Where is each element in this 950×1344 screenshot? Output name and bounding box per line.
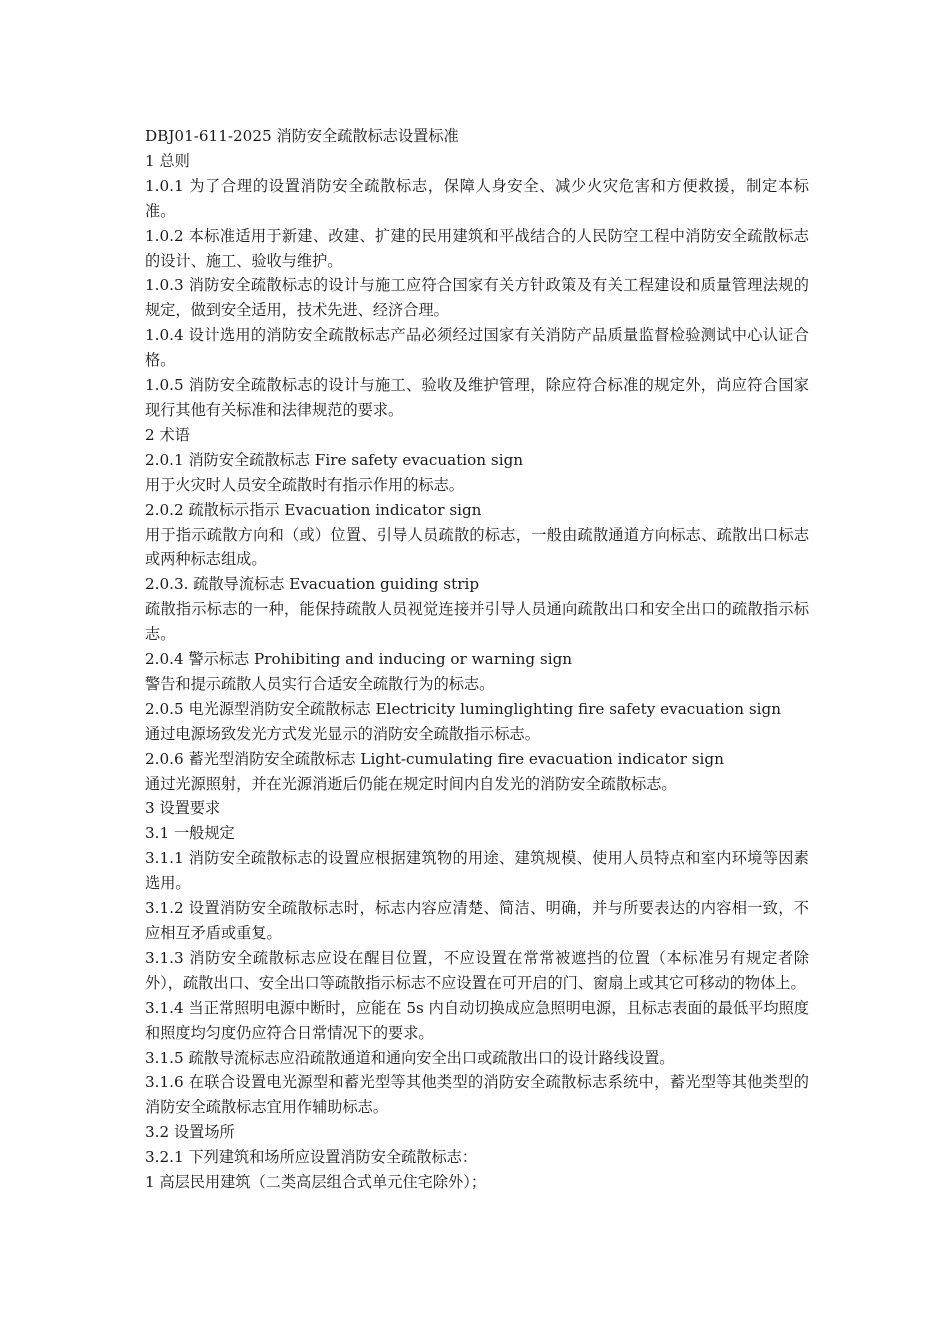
document-body — [145, 124, 809, 1195]
term-heading: 2.0.3. 疏散导流标志 Evacuation guiding strip — [145, 575, 480, 594]
clause-paragraph: 1.0.4 设计选用的消防安全疏散标志产品必须经过国家有关消防产品质量监督检验测试中心认证合格。 — [145, 326, 809, 370]
clause-paragraph: 1.0.2 本标准适用于新建、改建、扩建的民用建筑和平战结合的人民防空工程中消防安全疏散标志的设计、施工、验收与维护。 — [145, 226, 809, 270]
term-definition: 通过电源场致发光方式发光显示的消防安全疏散指示标志。 — [145, 724, 540, 743]
term-definition: 警告和提示疏散人员实行合适安全疏散行为的标志。 — [145, 674, 495, 693]
section-heading: 2 术语 — [145, 425, 190, 444]
term-definition: 用于火灾时人员安全疏散时有指示作用的标志。 — [145, 475, 464, 494]
term-definition: 用于指示疏散方向和（或）位置、引导人员疏散的标志，一般由疏散通道方向标志、疏散出口标志或两种标志组成。 — [145, 525, 809, 569]
term-heading: 2.0.1 消防安全疏散标志 Fire safety evacuation sign — [145, 450, 524, 469]
term-definition: 通过光源照射，并在光源消逝后仍能在规定时间内自发光的消防安全疏散标志。 — [145, 774, 677, 793]
section-heading: 3 设置要求 — [145, 799, 221, 818]
subsection-heading: 3.1 一般规定 — [145, 824, 235, 843]
term-definition: 疏散指示标志的一种，能保持疏散人员视觉连接并引导人员通向疏散出口和安全出口的疏散指示标志。 — [145, 600, 809, 644]
document-title: DBJ01-611-2025 消防安全疏散标志设置标准 — [145, 127, 459, 145]
clause-paragraph: 1.0.3 消防安全疏散标志的设计与施工应符合国家有关方针政策及有关工程建设和质量管理法规的规定，做到安全适用，技术先进、经济合理。 — [145, 276, 809, 320]
section-heading: 1 总则 — [145, 151, 190, 170]
term-heading: 2.0.5 电光源型消防安全疏散标志 Electricity luminglighting fire safety evacuation sign — [145, 699, 781, 718]
clause-paragraph: 3.1.2 设置消防安全疏散标志时，标志内容应清楚、简洁、明确，并与所要表达的内容相一致，不应相互矛盾或重复。 — [145, 899, 809, 942]
clause-paragraph: 3.1.5 疏散导流标志应沿疏散通道和通向安全出口或疏散出口的设计路线设置。 — [145, 1048, 675, 1067]
clause-paragraph: 1.0.5 消防安全疏散标志的设计与施工、验收及维护管理，除应符合标准的规定外，尚应符合国家现行其他有关标准和法律规范的要求。 — [145, 376, 809, 419]
clause-paragraph: 1.0.1 为了合理的设置消防安全疏散标志，保障人身安全、减少火灾危害和方便救援，制定本标准。 — [145, 176, 809, 220]
clause-paragraph: 3.1.4 当正常照明电源中断时，应能在 5s 内自动切换成应急照明电源，且标志表面的最低平均照度和照度均匀度仍应符合日常情况下的要求。 — [145, 998, 809, 1042]
subsection-heading: 3.2 设置场所 — [145, 1123, 235, 1142]
term-heading: 2.0.4 警示标志 Prohibiting and inducing or warning sign — [145, 650, 573, 669]
clause-paragraph: 3.1.6 在联合设置电光源型和蓄光型等其他类型的消防安全疏散标志系统中，蓄光型等其他类型的消防安全疏散标志宜用作辅助标志。 — [145, 1073, 809, 1117]
clause-paragraph: 3.2.1 下列建筑和场所应设置消防安全疏散标志： — [145, 1148, 478, 1167]
term-heading: 2.0.2 疏散标示指示 Evacuation indicator sign — [145, 500, 482, 519]
clause-paragraph: 3.1.3 消防安全疏散标志应设在醒目位置，不应设置在常常被遮挡的位置（本标准另有规定者除外），疏散出口、安全出口等疏散指示标志不应设置在可开启的门、窗扇上或其它可移动的物体上。 — [145, 948, 809, 992]
list-item: 1 高层民用建筑（二类高层组合式单元住宅除外）； — [145, 1173, 487, 1192]
term-heading: 2.0.6 蓄光型消防安全疏散标志 Light-cumulating fire evacuation indicator sign — [145, 749, 724, 768]
clause-paragraph: 3.1.1 消防安全疏散标志的设置应根据建筑物的用途、建筑规模、使用人员特点和室内环境等因素选用。 — [145, 849, 809, 893]
